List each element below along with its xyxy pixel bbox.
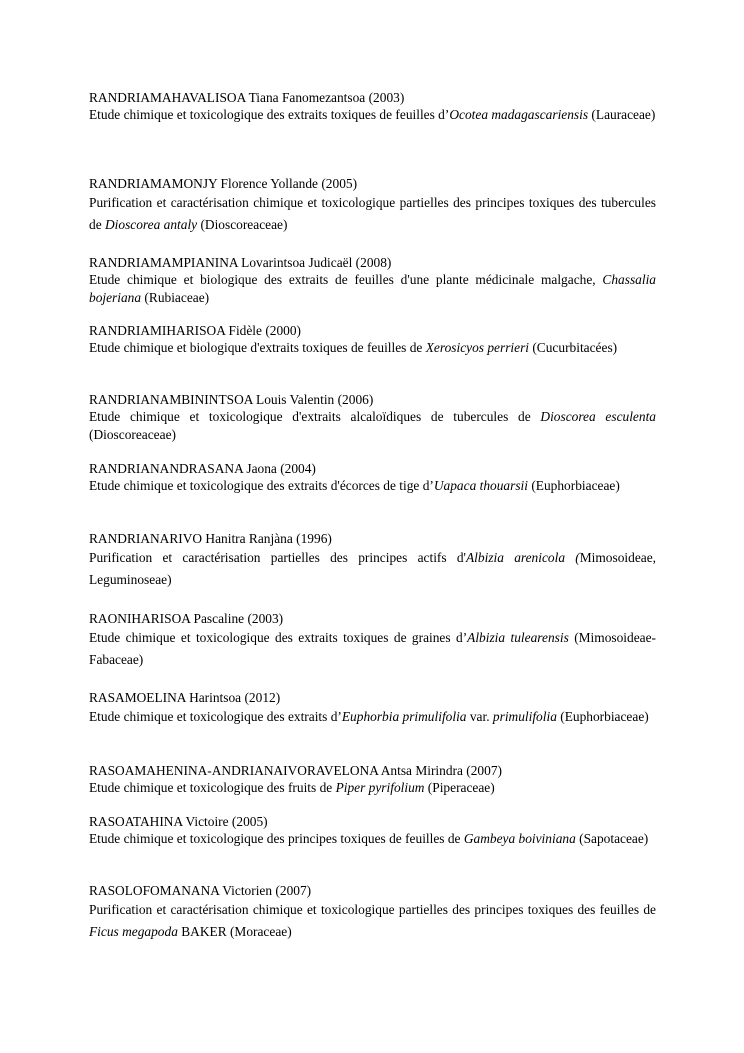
entry-author: RASOAMAHENINA-ANDRIANAIVORAVELONA Antsa Mirindra (2007) bbox=[89, 763, 502, 778]
entry-title bbox=[89, 899, 656, 942]
title-text: Purification et caractérisation chimique et toxicologique partielles des principes toxiques des tubercules de bbox=[89, 195, 656, 232]
entry-12 bbox=[89, 882, 656, 942]
entry-2 bbox=[89, 175, 656, 235]
title-text: (Piperaceae) bbox=[424, 780, 495, 795]
species-name: Ficus megapoda bbox=[89, 923, 178, 939]
title-text: Etude chimique et biologique des extraits de feuilles d'une plante médicinale malgache, bbox=[89, 272, 603, 287]
entry-3 bbox=[89, 254, 656, 306]
title-text: Etude chimique et toxicologique des extraits d’ bbox=[89, 709, 342, 724]
title-text: Etude chimique et biologique d'extraits toxiques de feuilles de bbox=[89, 340, 426, 355]
title-text: Etude chimique et toxicologique d'extraits alcaloïdiques de tubercules de bbox=[89, 409, 541, 424]
entry-4 bbox=[89, 322, 656, 357]
title-text: (Mimosoideae-Fabaceae) bbox=[89, 630, 656, 667]
entry-title bbox=[89, 192, 656, 235]
title-text: Etude chimique et toxicologique des fruits de bbox=[89, 780, 336, 795]
species-name: Dioscorea antaly bbox=[105, 216, 198, 232]
title-text: (Rubiaceae) bbox=[141, 289, 210, 305]
entry-author: RANDRIAMIHARISOA Fidèle (2000) bbox=[89, 323, 302, 338]
title-text: Etude chimique et toxicologique des extraits toxiques de feuilles d’ bbox=[89, 107, 450, 122]
entry-author: RANDRIAMAHAVALISOA Tiana Fanomezantsoa (2003) bbox=[89, 90, 405, 105]
title-text: (Dioscoreaceae) bbox=[197, 216, 288, 232]
entry-author: RANDRIAMAMPIANINA Lovarintsoa Judicaël (2008) bbox=[89, 255, 392, 270]
entry-7 bbox=[89, 530, 656, 590]
title-text: Purification et caractérisation partielles des principes actifs d' bbox=[89, 550, 466, 565]
title-text: (Lauraceae) bbox=[588, 107, 656, 122]
entry-author: RASOATAHINA Victoire (2005) bbox=[89, 814, 268, 829]
entry-author: RASAMOELINA Harintsoa (2012) bbox=[89, 690, 281, 705]
species-name: Piper pyrifolium bbox=[335, 780, 425, 795]
entry-title bbox=[89, 477, 656, 495]
species-name: Xerosicyos perrieri bbox=[425, 340, 529, 355]
entry-title bbox=[89, 271, 656, 306]
entry-author: RANDRIANAMBININTSOA Louis Valentin (2006) bbox=[89, 392, 374, 407]
title-text: Purification et caractérisation chimique et toxicologique partielles des principes toxiques des feuilles de bbox=[89, 902, 656, 917]
title-text: Mimosoideae, Leguminoseae) bbox=[89, 550, 657, 587]
entry-author: RANDRIAMAMONJY Florence Yollande (2005) bbox=[89, 176, 358, 191]
species-name: primulifolia bbox=[492, 709, 557, 724]
title-text: (Cucurbitacées) bbox=[529, 340, 618, 355]
title-text: BAKER (Moraceae) bbox=[177, 923, 292, 939]
title-text: Etude chimique et toxicologique des extraits toxiques de graines d’ bbox=[89, 630, 468, 645]
title-text: Etude chimique et toxicologique des principes toxiques de feuilles de bbox=[89, 831, 464, 846]
species-name: Albizia tulearensis bbox=[467, 630, 569, 645]
title-text: (Dioscoreaceae) bbox=[89, 426, 176, 442]
entry-9 bbox=[89, 689, 656, 728]
species-name: Ocotea madagascariensis bbox=[449, 107, 589, 122]
entry-title bbox=[89, 779, 656, 797]
entry-8 bbox=[89, 610, 656, 670]
title-text: (Euphorbiaceae) bbox=[527, 478, 620, 493]
entry-author: RANDRIANARIVO Hanitra Ranjàna (1996) bbox=[89, 531, 332, 546]
entry-6 bbox=[89, 460, 656, 495]
entry-title bbox=[89, 830, 656, 848]
entry-title bbox=[89, 106, 656, 124]
entry-5 bbox=[89, 391, 656, 443]
entry-1 bbox=[89, 89, 656, 124]
entry-author: RANDRIANANDRASANA Jaona (2004) bbox=[89, 461, 316, 476]
entry-author: RASOLOFOMANANA Victorien (2007) bbox=[89, 883, 312, 898]
entry-title bbox=[89, 706, 656, 728]
entry-title bbox=[89, 627, 656, 670]
species-name: Dioscorea esculenta bbox=[540, 409, 656, 424]
species-name: Gambeya boiviniana bbox=[463, 831, 576, 846]
entry-title bbox=[89, 547, 656, 590]
entry-11 bbox=[89, 813, 656, 848]
species-name: Chassalia bojeriana bbox=[89, 272, 656, 305]
entry-title bbox=[89, 339, 656, 357]
title-text: Etude chimique et toxicologique des extraits d'écorces de tige d’ bbox=[89, 478, 434, 493]
species-name: Uapaca thouarsii bbox=[433, 478, 528, 493]
title-text: (Euphorbiaceae) bbox=[556, 709, 649, 724]
entry-10 bbox=[89, 762, 656, 797]
title-text: (Sapotaceae) bbox=[575, 831, 649, 846]
entry-author: RAONIHARISOA Pascaline (2003) bbox=[89, 611, 284, 626]
entry-title bbox=[89, 408, 656, 443]
title-text: var. bbox=[466, 709, 493, 724]
species-name: Albizia arenicola ( bbox=[465, 550, 580, 565]
species-name: Euphorbia primulifolia bbox=[341, 709, 467, 724]
